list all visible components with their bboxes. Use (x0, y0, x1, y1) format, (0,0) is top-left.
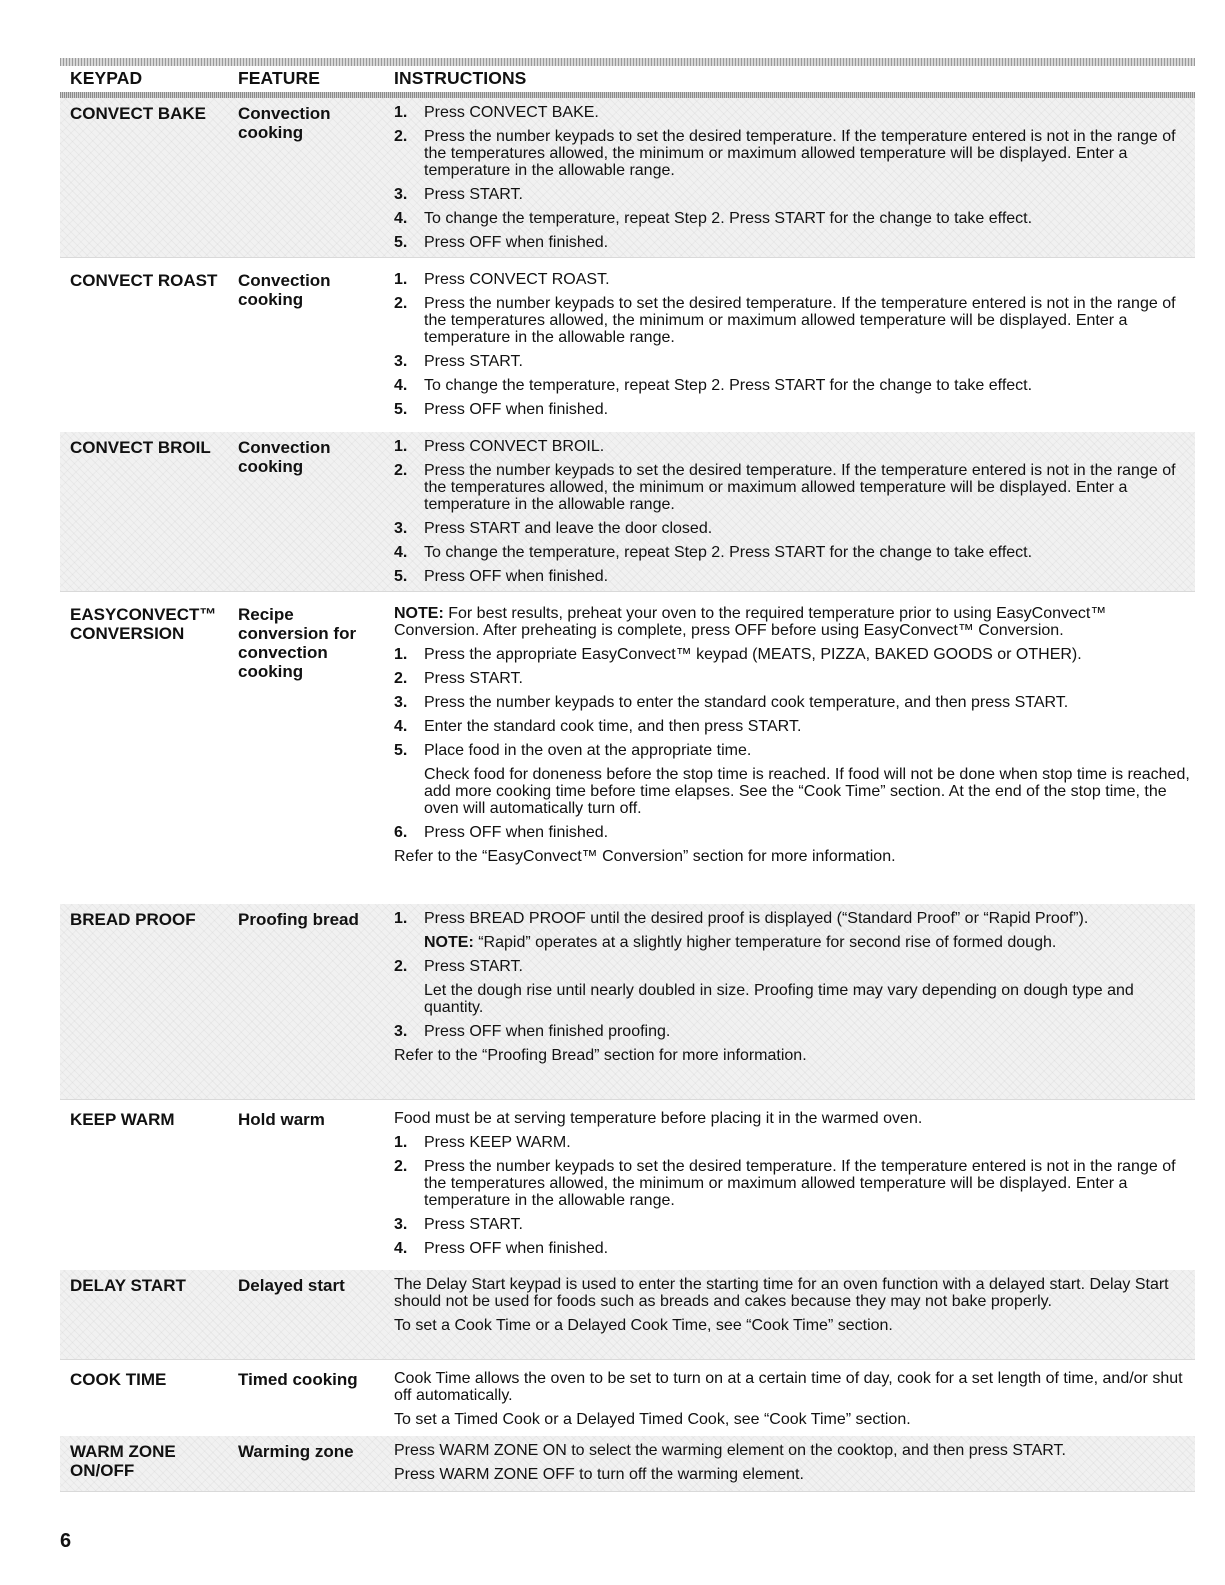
instructions (394, 1442, 1194, 1490)
header-keypad: KEYPAD (70, 68, 143, 88)
step-number: 2. (394, 1158, 408, 1175)
step-text: Press START. (424, 186, 523, 203)
table-row-bread-proof (60, 904, 1195, 1100)
step-text: Press CONVECT BROIL. (424, 438, 605, 455)
step-text: Press START and leave the door closed. (424, 520, 713, 537)
step-text: Press CONVECT BAKE. (424, 104, 599, 121)
step-number: 5. (394, 401, 408, 418)
step-number: 4. (394, 210, 408, 227)
step-number: 4. (394, 718, 408, 735)
step-number: 4. (394, 1240, 408, 1257)
step-item (394, 104, 1194, 121)
step-number: 4. (394, 544, 408, 561)
step-text: Press KEEP WARM. (424, 1134, 571, 1151)
feature-name: Recipe conversion for convection cooking (238, 605, 357, 681)
step-number: 3. (394, 694, 408, 711)
refer-text: Refer to the “Proofing Bread” section for more information. (394, 1047, 807, 1064)
header-feature: FEATURE (238, 68, 321, 88)
step-text: To change the temperature, repeat Step 2. Press START for the change to take effect. (424, 210, 1033, 227)
step-number: 5. (394, 742, 408, 759)
step-text: Press OFF when finished. (424, 234, 609, 251)
step-item (394, 544, 1194, 561)
step-number: 1. (394, 104, 408, 121)
note-paragraph (394, 605, 1194, 639)
step-number: 3. (394, 186, 408, 203)
keypad-name: EASYCONVECT™ CONVERSION (70, 605, 217, 643)
step-text: Press the number keypads to enter the standard cook temperature, and then press START. (424, 694, 1069, 711)
step-item (394, 824, 1194, 841)
step-item (394, 646, 1194, 663)
note-text: For best results, preheat your oven to the required temperature prior to using EasyConvect™ Conversion. After preheating is complete, press OFF before using EasyConvect™ Conversion. (394, 605, 1107, 639)
feature-name: Timed cooking (238, 1370, 358, 1389)
table-row-warm-zone (60, 1436, 1195, 1492)
step-text: Press OFF when finished. (424, 568, 609, 585)
instructions (394, 271, 1194, 425)
step-text: Press START. (424, 1216, 523, 1233)
refer-text: Refer to the “EasyConvect™ Conversion” section for more information. (394, 848, 896, 865)
step-text: Press the number keypads to set the desired temperature. If the temperature entered is not in the range of the temperatures allowed, the minimum or maximum allowed temperature will be displayed. Enter a temperature in the allowable range. (424, 128, 1176, 179)
step-text: Press the number keypads to set the desired temperature. If the temperature entered is not in the range of the temperatures allowed, the minimum or maximum allowed temperature will be displayed. Enter a temperature in the allowable range. (424, 462, 1176, 513)
step-text: To change the temperature, repeat Step 2. Press START for the change to take effect. (424, 544, 1033, 561)
step-item (394, 1240, 1194, 1257)
step-item (394, 742, 1194, 817)
table-row-convect-broil (60, 432, 1195, 592)
keypad-name: COOK TIME (70, 1370, 167, 1389)
step-item (394, 210, 1194, 227)
step-text: Press CONVECT ROAST. (424, 271, 610, 288)
step-item (394, 568, 1194, 585)
step-subtext: Check food for doneness before the stop time is reached. If food will not be done when stop time is reached, add more cooking time before time elapses. See the “Cook Time” section. At the end of the stop time, the oven will automatically turn off. (424, 766, 1190, 817)
step-item (394, 438, 1194, 455)
step-item (394, 694, 1194, 711)
paragraph: The Delay Start keypad is used to enter the starting time for an oven function with a delayed start. Delay Start should not be used for foods such as breads and cakes because they may not bake properly. (394, 1276, 1169, 1310)
step-text: Press the appropriate EasyConvect™ keypad (MEATS, PIZZA, BAKED GOODS or OTHER). (424, 646, 1082, 663)
note-label: NOTE: (394, 605, 444, 622)
step-item (394, 186, 1194, 203)
feature-name: Warming zone (238, 1442, 354, 1461)
note-text: “Rapid” operates at a slightly higher temperature for second rise of formed dough. (473, 934, 1057, 951)
paragraph: Cook Time allows the oven to be set to turn on at a certain time of day, cook for a set length of time, and/or shut off automatically. (394, 1370, 1183, 1404)
step-number: 4. (394, 377, 408, 394)
keypad-name: DELAY START (70, 1276, 186, 1295)
step-item (394, 234, 1194, 251)
paragraph: Press WARM ZONE ON to select the warming element on the cooktop, and then press START. (394, 1442, 1066, 1459)
step-item (394, 128, 1194, 179)
step-number: 1. (394, 646, 408, 663)
table-row-keep-warm (60, 1104, 1195, 1268)
instructions (394, 1276, 1194, 1341)
step-number: 1. (394, 271, 408, 288)
step-item (394, 462, 1194, 513)
feature-name: Convection cooking (238, 271, 331, 309)
table-row-easyconvect (60, 599, 1195, 899)
paragraph: To set a Timed Cook or a Delayed Timed Cook, see “Cook Time” section. (394, 1411, 911, 1428)
instructions (394, 605, 1194, 872)
step-item (394, 910, 1194, 951)
step-item (394, 718, 1194, 735)
step-item (394, 958, 1194, 1016)
step-text: Press BREAD PROOF until the desired proof is displayed (“Standard Proof” or “Rapid Proof”). (424, 910, 1089, 927)
top-rule (60, 58, 1195, 66)
step-subtext: Let the dough rise until nearly doubled in size. Proofing time may vary depending on dough type and quantity. (424, 982, 1134, 1016)
keypad-name: WARM ZONE ON/OFF (70, 1442, 176, 1480)
instructions (394, 910, 1194, 1071)
step-item (394, 401, 1194, 418)
table-row-convect-bake (60, 98, 1195, 258)
step-item (394, 1023, 1194, 1040)
keypad-name: CONVECT BAKE (70, 104, 207, 123)
keypad-name: CONVECT ROAST (70, 271, 218, 290)
step-text: Press OFF when finished. (424, 401, 609, 418)
table-row-cook-time (60, 1364, 1195, 1434)
step-number: 3. (394, 1023, 408, 1040)
step-number: 1. (394, 910, 408, 927)
step-item (394, 295, 1194, 346)
step-item (394, 520, 1194, 537)
feature-name: Convection cooking (238, 438, 331, 476)
step-number: 5. (394, 568, 408, 585)
step-text: Place food in the oven at the appropriate time. (424, 742, 752, 759)
step-number: 5. (394, 234, 408, 251)
step-text: Press OFF when finished. (424, 824, 609, 841)
page-number: 6 (60, 1530, 72, 1552)
step-number: 2. (394, 128, 408, 145)
step-item (394, 1216, 1194, 1233)
intro-text: Food must be at serving temperature before placing it in the warmed oven. (394, 1110, 923, 1127)
table-header (60, 68, 1195, 92)
table-row-convect-roast (60, 265, 1195, 425)
table-row-delay-start (60, 1270, 1195, 1360)
step-item (394, 670, 1194, 687)
feature-name: Delayed start (238, 1276, 345, 1295)
step-text: Press START. (424, 353, 523, 370)
feature-name: Hold warm (238, 1110, 325, 1129)
step-number: 3. (394, 520, 408, 537)
step-item (394, 1134, 1194, 1151)
feature-name: Proofing bread (238, 910, 359, 929)
instructions (394, 1370, 1194, 1435)
step-item (394, 377, 1194, 394)
step-number: 2. (394, 462, 408, 479)
step-item (394, 353, 1194, 370)
instructions (394, 104, 1194, 258)
step-text: Press OFF when finished. (424, 1240, 609, 1257)
instructions (394, 438, 1194, 592)
step-text: To change the temperature, repeat Step 2. Press START for the change to take effect. (424, 377, 1033, 394)
header-instructions: INSTRUCTIONS (394, 68, 527, 88)
step-number: 6. (394, 824, 408, 841)
step-number: 1. (394, 1134, 408, 1151)
instructions (394, 1110, 1194, 1264)
paragraph: Press WARM ZONE OFF to turn off the warming element. (394, 1466, 804, 1483)
keypad-name: CONVECT BROIL (70, 438, 211, 457)
step-text: Enter the standard cook time, and then press START. (424, 718, 802, 735)
step-number: 2. (394, 670, 408, 687)
step-number: 2. (394, 958, 408, 975)
step-number: 3. (394, 353, 408, 370)
note-label: NOTE: (424, 934, 474, 951)
feature-name: Convection cooking (238, 104, 331, 142)
step-number: 3. (394, 1216, 408, 1233)
step-text: Press START. (424, 958, 523, 975)
step-number: 1. (394, 438, 408, 455)
step-number: 2. (394, 295, 408, 312)
step-note (424, 934, 1194, 951)
step-text: Press OFF when finished proofing. (424, 1023, 671, 1040)
paragraph: To set a Cook Time or a Delayed Cook Time, see “Cook Time” section. (394, 1317, 893, 1334)
step-item (394, 271, 1194, 288)
keypad-name: BREAD PROOF (70, 910, 196, 929)
keypad-name: KEEP WARM (70, 1110, 175, 1129)
step-text: Press the number keypads to set the desired temperature. If the temperature entered is not in the range of the temperatures allowed, the minimum or maximum allowed temperature will be displayed. Enter a temperature in the allowable range. (424, 1158, 1176, 1209)
step-text: Press START. (424, 670, 523, 687)
step-item (394, 1158, 1194, 1209)
step-text: Press the number keypads to set the desired temperature. If the temperature entered is not in the range of the temperatures allowed, the minimum or maximum allowed temperature will be displayed. Enter a temperature in the allowable range. (424, 295, 1176, 346)
